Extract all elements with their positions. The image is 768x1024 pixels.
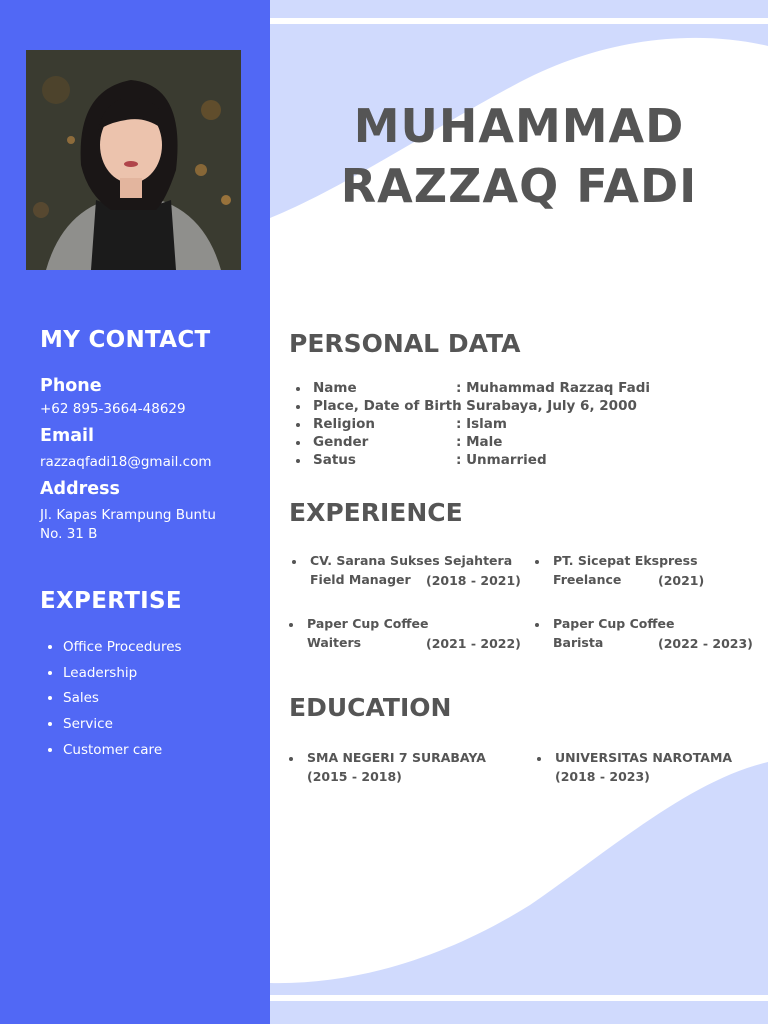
name-line-2: RAZZAQ FADI xyxy=(340,159,698,213)
education-heading: EDUCATION xyxy=(289,693,452,722)
profile-photo xyxy=(26,50,241,270)
address-line-1: Jl. Kapas Krampung Buntu xyxy=(40,507,216,523)
email-value: razzaqfadi18@gmail.com xyxy=(40,454,212,470)
expertise-item: Sales xyxy=(40,690,182,716)
phone-label: Phone xyxy=(40,376,102,396)
personal-data-heading: PERSONAL DATA xyxy=(289,329,521,358)
expertise-item: Leadership xyxy=(40,665,182,691)
sidebar xyxy=(0,0,270,1024)
expertise-item: Office Procedures xyxy=(40,639,182,665)
expertise-item: Service xyxy=(40,716,182,742)
expertise-heading: EXPERTISE xyxy=(40,588,182,614)
expertise-list xyxy=(40,639,182,767)
address-line-2: No. 31 B xyxy=(40,526,98,542)
full-name xyxy=(270,96,768,216)
contact-heading: MY CONTACT xyxy=(40,327,211,353)
phone-value: +62 895-3664-48629 xyxy=(40,401,186,417)
experience-heading: EXPERIENCE xyxy=(289,498,463,527)
name-line-1: MUHAMMAD xyxy=(353,99,685,153)
email-label: Email xyxy=(40,426,94,446)
expertise-item: Customer care xyxy=(40,742,182,768)
address-label: Address xyxy=(40,479,120,499)
